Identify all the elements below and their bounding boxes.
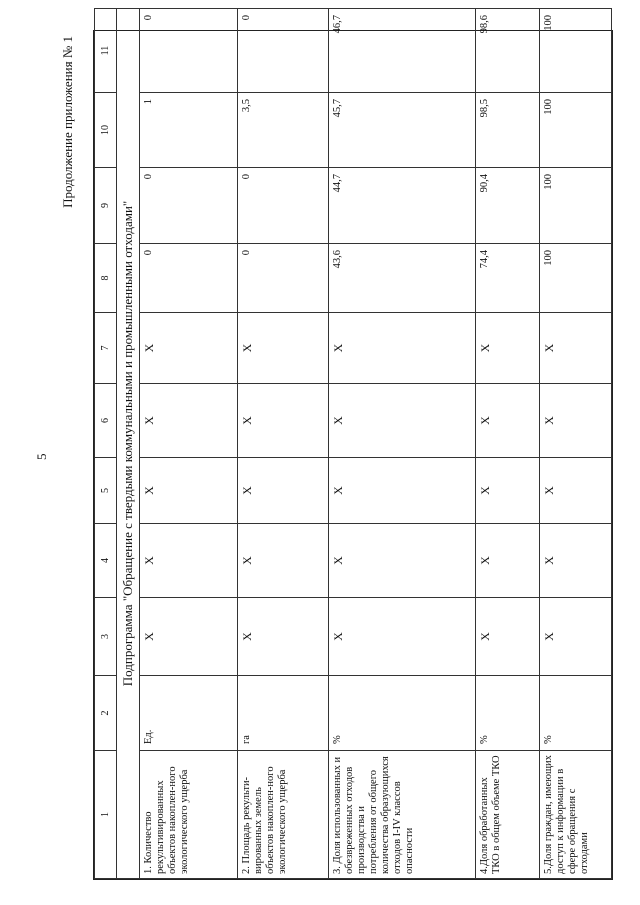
table-cell: 3,5: [238, 93, 329, 168]
column-number: 2: [95, 676, 117, 751]
table-cell: X: [539, 458, 611, 524]
table-cell: 43,6: [328, 244, 475, 313]
table-cell: X: [476, 458, 540, 524]
table-row: [476, 9, 540, 879]
table-cell: 0: [140, 9, 238, 93]
column-number: 8: [95, 244, 117, 313]
table-cell: X: [539, 598, 611, 676]
table-cell: 0: [140, 168, 238, 244]
table-cell: X: [476, 598, 540, 676]
table-cell: 46,7: [328, 9, 475, 93]
indicator-name: 1. Количество рекультивированных объектов накоплен-ного экологического ущерба: [140, 751, 238, 879]
table-cell: 0: [140, 244, 238, 313]
column-number: 5: [95, 458, 117, 524]
table-cell: X: [140, 524, 238, 598]
table-cell: X: [476, 524, 540, 598]
table-cell: 98,5: [476, 93, 540, 168]
table-row: [140, 9, 238, 879]
table-cell: 1: [140, 93, 238, 168]
table-cell: X: [539, 524, 611, 598]
document-page: [26, 15, 626, 880]
table-cell: X: [328, 384, 475, 458]
table-cell: X: [238, 598, 329, 676]
table-cell: 100: [539, 244, 611, 313]
indicator-unit: %: [328, 676, 475, 751]
table-cell: 0: [238, 244, 329, 313]
table-row: [328, 9, 475, 879]
table-cell: 44,7: [328, 168, 475, 244]
table-cell: X: [140, 458, 238, 524]
indicator-unit: Ед.: [140, 676, 238, 751]
table-cell: 90,4: [476, 168, 540, 244]
column-number: 4: [95, 524, 117, 598]
table-cell: X: [539, 384, 611, 458]
column-number: 6: [95, 384, 117, 458]
table-cell: X: [328, 524, 475, 598]
table-cell: X: [238, 524, 329, 598]
table-cell: X: [476, 384, 540, 458]
indicator-name: 5.Доля граждан, имеющих доступ к информации в сфере обращения с отходами: [539, 751, 611, 879]
column-number-row: [95, 9, 117, 879]
indicator-name: 3. Доля использованных и обезвреженных отходов производства и потребления от общего количества образующихся отходов I-IV классов опасности: [328, 751, 475, 879]
subprogram-title: Подпрограмма "Обращение с твердыми коммунальными и промышленными отходами": [116, 9, 140, 879]
table-row: [539, 9, 611, 879]
column-number: 7: [95, 313, 117, 384]
table-cell: X: [328, 313, 475, 384]
table-cell: X: [238, 313, 329, 384]
column-number: 11: [95, 9, 117, 93]
column-number: 1: [95, 751, 117, 879]
table-row: [238, 9, 329, 879]
indicator-unit: %: [539, 676, 611, 751]
table-cell: X: [140, 313, 238, 384]
table-cell: X: [539, 313, 611, 384]
table-cell: X: [238, 384, 329, 458]
indicator-name: 4.Доля обработанных ТКО в общем объеме ТКО: [476, 751, 540, 879]
table-cell: 0: [238, 168, 329, 244]
table-cell: 45,7: [328, 93, 475, 168]
table-cell: 98,6: [476, 9, 540, 93]
table-cell: 74,4: [476, 244, 540, 313]
table-cell: X: [140, 384, 238, 458]
indicators-table: [93, 15, 613, 880]
table-cell: X: [328, 598, 475, 676]
column-number: 10: [95, 93, 117, 168]
table-cell: 100: [539, 168, 611, 244]
appendix-caption: Продолжение приложения № 1: [60, 36, 75, 208]
table-cell: 100: [539, 93, 611, 168]
table-cell: X: [476, 313, 540, 384]
table-cell: X: [140, 598, 238, 676]
column-number: 9: [95, 168, 117, 244]
column-number: 3: [95, 598, 117, 676]
table-cell: X: [328, 458, 475, 524]
table-cell: 100: [539, 9, 611, 93]
table-cell: X: [238, 458, 329, 524]
indicator-name: 2. Площадь рекульти-вированных земель объектов накоплен-ного экологического ущерба: [238, 751, 329, 879]
subprogram-row: [116, 9, 140, 879]
indicator-unit: %: [476, 676, 540, 751]
page-number: 5: [34, 453, 49, 460]
table-cell: 0: [238, 9, 329, 93]
indicator-unit: га: [238, 676, 329, 751]
